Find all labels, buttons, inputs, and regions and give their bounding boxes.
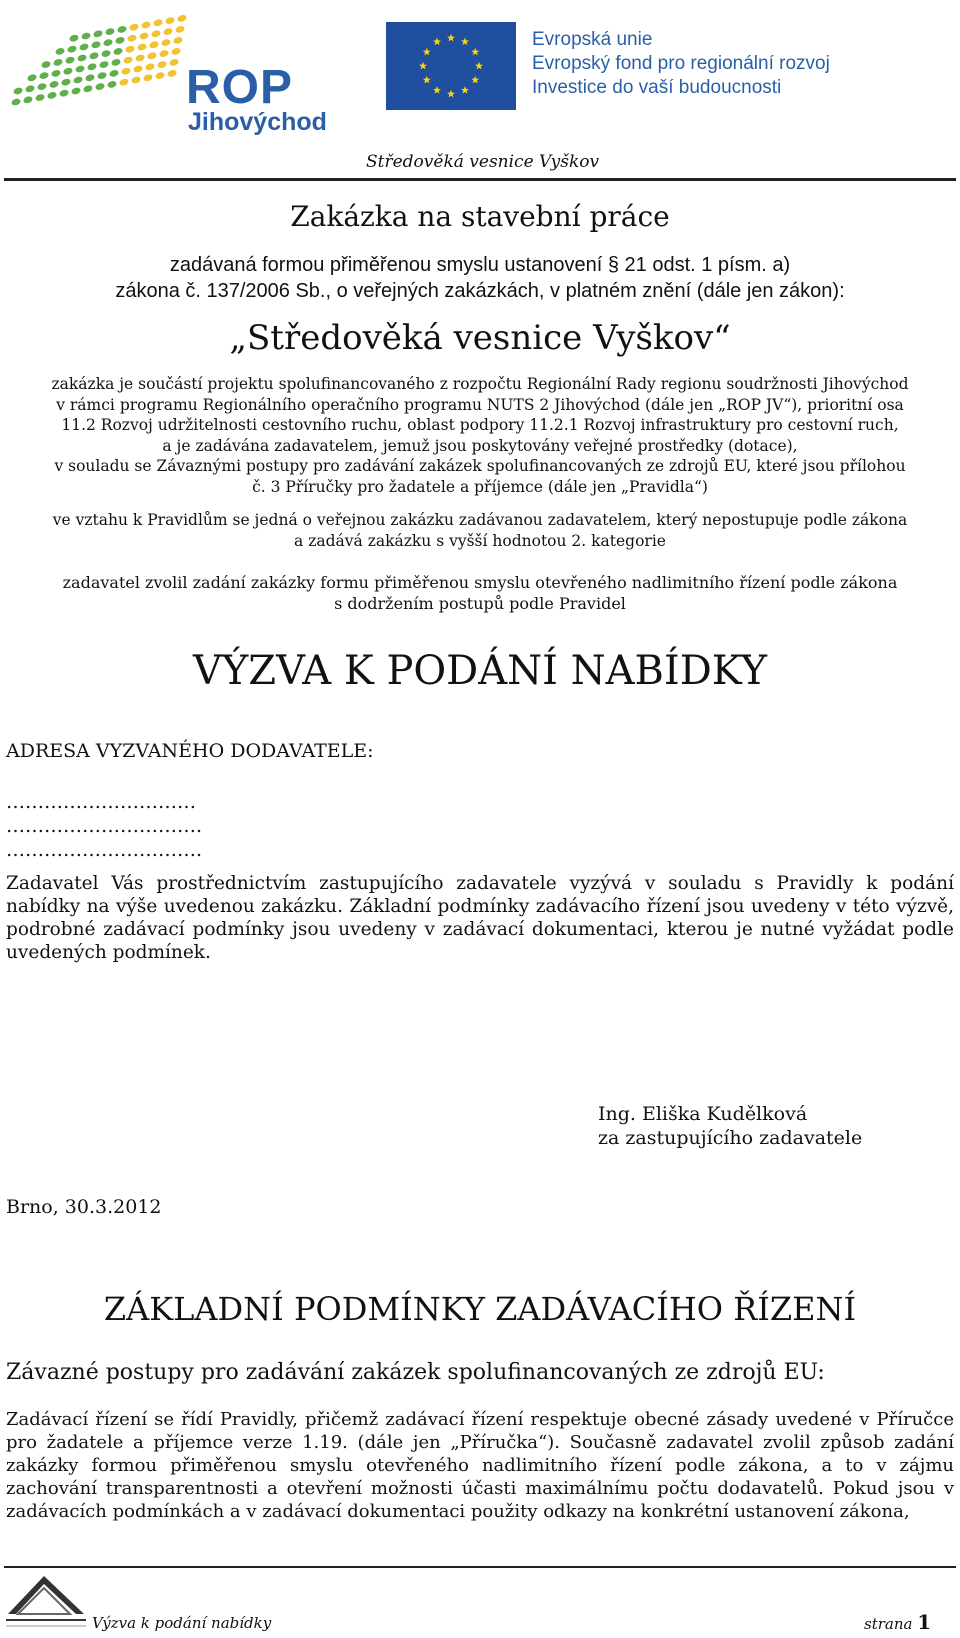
rop-dot-icon — [145, 62, 156, 71]
rop-dot-icon — [71, 87, 82, 96]
basic-conditions-title: ZÁKLADNÍ PODMÍNKY ZADÁVACÍHO ŘÍZENÍ — [103, 1290, 857, 1328]
rop-dot-icon — [159, 49, 170, 58]
footer-divider — [4, 1566, 956, 1568]
rop-dot-icon — [37, 82, 48, 91]
rop-dot-icon — [59, 89, 70, 98]
rop-dot-icon — [79, 43, 90, 52]
rop-dot-icon — [81, 32, 92, 41]
procedure-line: zadavatel zvolil zadání zakázky formu přiměřenou smyslu otevřeného nadlimitního řízení podle zákona — [62, 573, 898, 592]
rop-logo-subtitle: Jihovýchod — [188, 108, 327, 136]
rop-dot-icon — [77, 54, 88, 63]
project-desc-line: v souladu se Závaznými postupy pro zadávání zakázek spolufinancovaných ze zdrojů EU, které jsou přílohou — [54, 457, 906, 475]
project-desc-line: č. 3 Příručky pro žadatele a příjemce (dále jen „Pravidla“) — [252, 477, 708, 496]
rop-dot-icon — [47, 91, 58, 100]
rop-dot-icon — [161, 38, 172, 47]
rop-dot-icon — [151, 29, 162, 38]
rop-dot-icon — [141, 21, 152, 30]
rop-dot-icon — [173, 36, 184, 45]
eu-line-1: Evropská unie — [532, 29, 653, 50]
rop-dot-icon — [11, 98, 22, 107]
address-line: …………………………. — [6, 815, 203, 837]
project-desc-line: 11.2 Rozvoj udržitelnosti cestovního ruchu, oblast podpory 11.2.1 Rozvoj infrastruktury pro cestovní ruch, — [61, 416, 899, 434]
address-label: ADRESA VYZVANÉHO DODAVATELE: — [6, 740, 374, 762]
rop-dot-icon — [123, 56, 134, 65]
rop-dot-icon — [35, 93, 46, 102]
footer-page-number — [864, 1610, 931, 1634]
rop-dot-icon — [67, 45, 78, 54]
rop-dot-icon — [131, 76, 142, 85]
intro-paragraph: Zadavatel Vás prostřednictvím zastupujícího zadavatele vyzývá v souladu s Pravidly k podání nabídky na výše uvedenou zakázku. Základní podmínky zadávacího řízení jsou uvedeny v této výzvě, podrobné zadávací podmínky jsou uvedeny v zadávací dokumentaci, kterou je nutné vyžádat podle uvedených podmínek. — [6, 873, 954, 963]
rules-heading: Závazné postupy pro zadávání zakázek spolufinancovaných ze zdrojů EU: — [6, 1360, 825, 1385]
address-placeholder — [6, 790, 202, 862]
category-statement — [0, 510, 960, 551]
procedure-statement — [0, 572, 960, 614]
page-number: 1 — [917, 1610, 932, 1634]
rop-dot-icon — [111, 58, 122, 67]
rop-dot-icon — [153, 18, 164, 27]
category-line: a zadává zakázku s vyšší hodnotou 2. kategorie — [294, 531, 666, 550]
rop-dot-icon — [177, 14, 188, 23]
rop-dot-icon — [27, 73, 38, 82]
header-caption: Středověká vesnice Vyškov — [366, 152, 600, 172]
rop-dot-icon — [109, 69, 120, 78]
legal-basis-line: zadávaná formou přiměřenou smyslu ustanovení § 21 odst. 1 písm. a) — [169, 254, 791, 276]
rop-dot-icon — [129, 23, 140, 32]
rop-dot-icon — [175, 25, 186, 34]
project-description — [0, 374, 960, 497]
rop-dot-icon — [149, 40, 160, 49]
rop-dot-icon — [53, 58, 64, 67]
rop-dot-icon — [93, 29, 104, 38]
rop-dot-icon — [39, 71, 50, 80]
rop-dot-icon — [155, 71, 166, 80]
rop-dot-icon — [101, 49, 112, 58]
rop-dot-icon — [115, 36, 126, 45]
invitation-title: VÝZVA K PODÁNÍ NABÍDKY — [192, 648, 767, 694]
address-line: …………………………. — [6, 839, 203, 861]
rop-dot-icon — [167, 69, 178, 78]
rop-dot-icon — [103, 38, 114, 47]
project-title: „Středověká vesnice Vyškov“ — [229, 318, 731, 358]
page-label: strana — [864, 1615, 913, 1633]
rop-dot-icon — [51, 69, 62, 78]
eu-line-2: Evropský fond pro regionální rozvoj — [532, 53, 830, 74]
eu-line-3: Investice do vaší budoucnosti — [532, 77, 782, 98]
rop-dot-icon — [69, 34, 80, 43]
rop-dot-icon — [49, 80, 60, 89]
rop-dot-icon — [133, 65, 144, 74]
rop-dot-icon — [63, 67, 74, 76]
project-desc-line: zakázka je součástí projektu spolufinancovaného z rozpočtu Regionální Rady regionu soudržnosti Jihovýchod — [51, 375, 909, 393]
rop-dot-icon — [117, 25, 128, 34]
signature-role: za zastupujícího zadavatele — [598, 1127, 863, 1149]
rop-dot-icon — [23, 95, 34, 104]
rop-dot-icon — [127, 34, 138, 43]
rop-dot-icon — [87, 62, 98, 71]
category-line: ve vztahu k Pravidlům se jedná o veřejnou zakázku zadávanou zadavatelem, který nepostupuje podle zákona — [52, 511, 908, 529]
eu-flag-icon — [386, 22, 516, 110]
project-desc-line: a je zadávána zadavatelem, jemuž jsou poskytovány veřejné prostředky (dotace), — [162, 436, 798, 455]
company-logo-icon — [4, 1570, 88, 1632]
rop-dot-icon — [91, 40, 102, 49]
rop-dot-icon — [169, 58, 180, 67]
rop-dot-icon — [55, 47, 66, 56]
rop-dot-icon — [97, 71, 108, 80]
eu-funding-text — [532, 28, 830, 100]
rop-dot-icon — [137, 43, 148, 52]
rop-dot-icon — [163, 27, 174, 36]
rop-dot-icon — [13, 87, 24, 96]
rop-dot-icon — [73, 76, 84, 85]
rop-dot-icon — [119, 78, 130, 87]
rop-dot-icon — [83, 84, 94, 93]
rop-dot-icon — [85, 73, 96, 82]
rop-dot-icon — [89, 51, 100, 60]
rop-dot-icon — [121, 67, 132, 76]
signature-name: Ing. Eliška Kudělková — [598, 1103, 808, 1125]
rop-dot-icon — [107, 80, 118, 89]
rop-dot-icon — [125, 45, 136, 54]
rop-dot-icon — [75, 65, 86, 74]
rop-dot-icon — [61, 78, 72, 87]
procedure-line: s dodržením postupů podle Pravidel — [334, 594, 626, 613]
project-desc-line: v rámci programu Regionálního operačního programu NUTS 2 Jihovýchod (dále jen „ROP JV“), prioritní osa — [56, 395, 904, 414]
rop-dot-icon — [139, 32, 150, 41]
document-date: Brno, 30.3.2012 — [6, 1196, 162, 1218]
address-line: ………………………… — [6, 791, 196, 813]
rop-dot-icon — [147, 51, 158, 60]
signature-block — [598, 1102, 862, 1150]
rop-dot-icon — [105, 27, 116, 36]
rop-dot-icon — [65, 56, 76, 65]
rop-dot-icon — [171, 47, 182, 56]
legal-basis-line: zákona č. 137/2006 Sb., o veřejných zakázkách, v platném znění (dále jen zákon): — [115, 280, 845, 302]
rules-paragraph: Zadávací řízení se řídí Pravidly, přičemž zadávací řízení respektuje obecné zásady uvedené v Příručce pro žadatele a příjemce verze 1.19. (dále jen „Příručka“). Současně zadavatel zvolil způsob zadání zakázky formou přiměřenou smyslu otevřeného nadlimitního řízení podle zákona, a to v zájmu zachování transparentnosti a otevření možnosti účasti maximálnímu počtu dodavatelů. Pokud jsou v zadávacích podmínkách a v zadávací dokumentaci použity odkazy na konkrétní ustanovení zákona, — [6, 1409, 954, 1522]
rop-dot-icon — [25, 84, 36, 93]
header-divider — [4, 178, 956, 181]
rop-dot-icon — [41, 60, 52, 69]
rop-logo-title: ROP — [186, 61, 294, 114]
footer-document-name: Výzva k podání nabídky — [92, 1614, 272, 1632]
rop-dot-icon — [99, 60, 110, 69]
legal-basis — [0, 252, 960, 304]
rop-dot-icon — [165, 16, 176, 25]
rop-dot-icon — [113, 47, 124, 56]
rop-dot-icon — [95, 82, 106, 91]
rop-dot-icon — [143, 73, 154, 82]
document-title: Zakázka na stavební práce — [290, 200, 670, 233]
rop-dot-icon — [135, 54, 146, 63]
rop-dot-icon — [157, 60, 168, 69]
